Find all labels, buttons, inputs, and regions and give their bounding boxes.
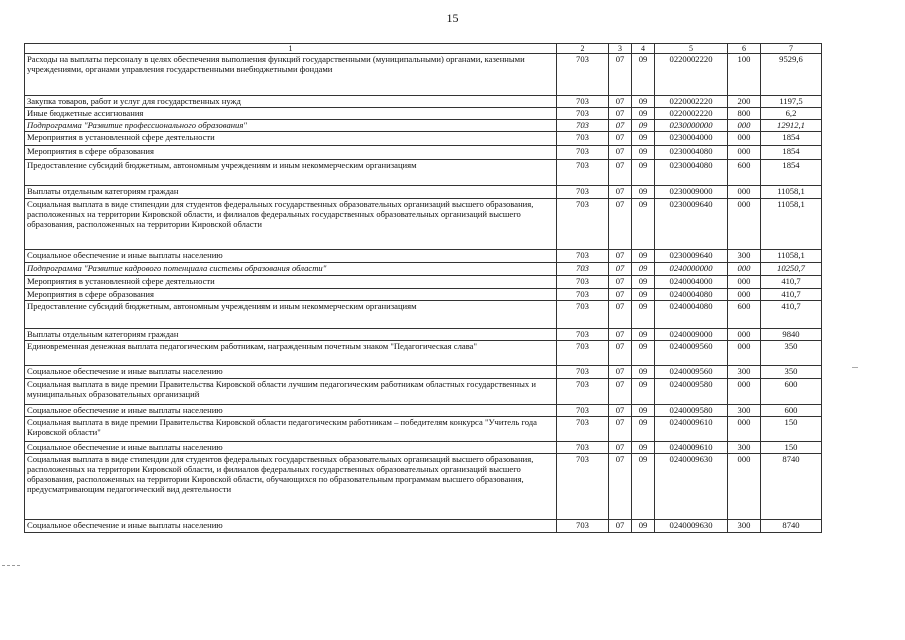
target-article-cell: 0220002220	[655, 96, 728, 108]
target-article-cell: 0240000000	[655, 263, 728, 276]
subsection-code-cell: 09	[632, 132, 655, 146]
ministry-code-cell: 703	[557, 96, 609, 108]
expense-type-cell: 200	[728, 96, 761, 108]
amount-cell: 600	[761, 379, 822, 405]
table-row	[25, 199, 822, 250]
expense-name-cell: Выплаты отдельным категориям граждан	[25, 329, 557, 341]
table-row	[25, 417, 822, 442]
ministry-code-cell: 703	[557, 146, 609, 160]
target-article-cell: 0240004000	[655, 276, 728, 289]
expense-name-cell: Социальное обеспечение и иные выплаты населению	[25, 405, 557, 417]
subsection-code-cell: 09	[632, 520, 655, 533]
header-cell-5: 5	[655, 44, 728, 54]
expense-name-cell: Социальное обеспечение и иные выплаты населению	[25, 250, 557, 263]
expense-name-cell: Расходы на выплаты персоналу в целях обеспечения выполнения функций государственными (муниципальными) органами, казенными учреждениями, органами управления государственными внебюджетными фондами	[25, 54, 557, 96]
expense-type-cell: 300	[728, 250, 761, 263]
section-code-cell: 07	[609, 417, 632, 442]
amount-cell: 9529,6	[761, 54, 822, 96]
target-article-cell: 0240009630	[655, 454, 728, 520]
ministry-code-cell: 703	[557, 454, 609, 520]
section-code-cell: 07	[609, 186, 632, 199]
ministry-code-cell: 703	[557, 54, 609, 96]
expense-name-cell: Иные бюджетные ассигнования	[25, 108, 557, 120]
amount-cell: 410,7	[761, 276, 822, 289]
page-number: 15	[446, 11, 459, 25]
amount-cell: 150	[761, 417, 822, 442]
amount-cell: 10250,7	[761, 263, 822, 276]
header-cell-6: 6	[728, 44, 761, 54]
expense-type-cell: 000	[728, 263, 761, 276]
target-article-cell: 0230000000	[655, 120, 728, 132]
ministry-code-cell: 703	[557, 199, 609, 250]
amount-cell: 8740	[761, 454, 822, 520]
ministry-code-cell: 703	[557, 405, 609, 417]
expense-name-cell: Мероприятия в установленной сфере деятельности	[25, 132, 557, 146]
target-article-cell: 0240009560	[655, 341, 728, 366]
expense-type-cell: 300	[728, 366, 761, 379]
header-cell-4: 4	[632, 44, 655, 54]
table-row	[25, 120, 822, 132]
subsection-code-cell: 09	[632, 442, 655, 454]
expense-name-cell: Выплаты отдельным категориям граждан	[25, 186, 557, 199]
subsection-code-cell: 09	[632, 366, 655, 379]
amount-cell: 9840	[761, 329, 822, 341]
target-article-cell: 0240009580	[655, 405, 728, 417]
expense-name-cell: Подпрограмма "Развитие профессионального образования"	[25, 120, 557, 132]
amount-cell: 150	[761, 442, 822, 454]
target-article-cell: 0230009640	[655, 250, 728, 263]
subsection-code-cell: 09	[632, 379, 655, 405]
amount-cell: 11058,1	[761, 199, 822, 250]
margin-mark-right	[852, 367, 858, 368]
subsection-code-cell: 09	[632, 120, 655, 132]
table-row	[25, 379, 822, 405]
section-code-cell: 07	[609, 379, 632, 405]
subsection-code-cell: 09	[632, 96, 655, 108]
subsection-code-cell: 09	[632, 250, 655, 263]
ministry-code-cell: 703	[557, 108, 609, 120]
subsection-code-cell: 09	[632, 199, 655, 250]
ministry-code-cell: 703	[557, 263, 609, 276]
target-article-cell: 0220002220	[655, 108, 728, 120]
section-code-cell: 07	[609, 276, 632, 289]
ministry-code-cell: 703	[557, 301, 609, 329]
subsection-code-cell: 09	[632, 160, 655, 186]
ministry-code-cell: 703	[557, 379, 609, 405]
expense-type-cell: 100	[728, 54, 761, 96]
expense-type-cell: 000	[728, 417, 761, 442]
amount-cell: 11058,1	[761, 186, 822, 199]
expense-name-cell: Мероприятия в сфере образования	[25, 146, 557, 160]
expense-name-cell: Социальное обеспечение и иные выплаты населению	[25, 520, 557, 533]
amount-cell: 410,7	[761, 301, 822, 329]
header-cell-2: 2	[557, 44, 609, 54]
table-row	[25, 329, 822, 341]
subsection-code-cell: 09	[632, 341, 655, 366]
expense-name-cell: Социальное обеспечение и иные выплаты населению	[25, 366, 557, 379]
amount-cell: 600	[761, 405, 822, 417]
expense-type-cell: 000	[728, 120, 761, 132]
target-article-cell: 0240009630	[655, 520, 728, 533]
ministry-code-cell: 703	[557, 366, 609, 379]
target-article-cell: 0220002220	[655, 54, 728, 96]
subsection-code-cell: 09	[632, 417, 655, 442]
expense-type-cell: 000	[728, 341, 761, 366]
section-code-cell: 07	[609, 250, 632, 263]
table-row	[25, 276, 822, 289]
table-row	[25, 520, 822, 533]
amount-cell: 12912,1	[761, 120, 822, 132]
subsection-code-cell: 09	[632, 108, 655, 120]
expense-name-cell: Подпрограмма "Развитие кадрового потенциала системы образования области"	[25, 263, 557, 276]
table-row	[25, 108, 822, 120]
table-row	[25, 146, 822, 160]
expense-type-cell: 000	[728, 454, 761, 520]
target-article-cell: 0240009580	[655, 379, 728, 405]
table-row	[25, 250, 822, 263]
table-row	[25, 301, 822, 329]
target-article-cell: 0240004080	[655, 289, 728, 301]
table-body	[25, 44, 822, 533]
table-row	[25, 289, 822, 301]
amount-cell: 350	[761, 341, 822, 366]
ministry-code-cell: 703	[557, 250, 609, 263]
ministry-code-cell: 703	[557, 132, 609, 146]
expense-type-cell: 000	[728, 379, 761, 405]
expense-type-cell: 300	[728, 520, 761, 533]
ministry-code-cell: 703	[557, 341, 609, 366]
section-code-cell: 07	[609, 405, 632, 417]
expense-type-cell: 000	[728, 146, 761, 160]
expense-name-cell: Социальная выплата в виде стипендии для студентов федеральных государственных образовательных организаций высшего образования, расположенных на территории Кировской области, и филиалов федеральных государственных образовательных организаций высшего образования, расположенных на территории Кировской области, обучающихся по образовательным программам высшего образования, предусматривающим педагогический вид деятельности	[25, 454, 557, 520]
expense-type-cell: 000	[728, 199, 761, 250]
ministry-code-cell: 703	[557, 120, 609, 132]
table-row	[25, 160, 822, 186]
expense-name-cell: Предоставление субсидий бюджетным, автономным учреждениям и иным некоммерческим организациям	[25, 301, 557, 329]
target-article-cell: 0230009000	[655, 186, 728, 199]
table-row	[25, 366, 822, 379]
ministry-code-cell: 703	[557, 276, 609, 289]
table-row	[25, 405, 822, 417]
target-article-cell: 0230004080	[655, 160, 728, 186]
header-cell-7: 7	[761, 44, 822, 54]
section-code-cell: 07	[609, 454, 632, 520]
expense-name-cell: Социальная выплата в виде премии Правительства Кировской области педагогическим работникам – победителям конкурса "Учитель года Кировской области"	[25, 417, 557, 442]
target-article-cell: 0230004000	[655, 132, 728, 146]
section-code-cell: 07	[609, 263, 632, 276]
amount-cell: 11058,1	[761, 250, 822, 263]
target-article-cell: 0230009640	[655, 199, 728, 250]
subsection-code-cell: 09	[632, 263, 655, 276]
expense-name-cell: Мероприятия в сфере образования	[25, 289, 557, 301]
section-code-cell: 07	[609, 108, 632, 120]
expense-type-cell: 800	[728, 108, 761, 120]
subsection-code-cell: 09	[632, 146, 655, 160]
subsection-code-cell: 09	[632, 454, 655, 520]
section-code-cell: 07	[609, 199, 632, 250]
target-article-cell: 0230004080	[655, 146, 728, 160]
expense-name-cell: Единовременная денежная выплата педагогическим работникам, награжденным почетным знаком "Педагогическая слава"	[25, 341, 557, 366]
expense-type-cell: 600	[728, 160, 761, 186]
subsection-code-cell: 09	[632, 329, 655, 341]
section-code-cell: 07	[609, 442, 632, 454]
table-row	[25, 132, 822, 146]
expense-name-cell: Закупка товаров, работ и услуг для государственных нужд	[25, 96, 557, 108]
section-code-cell: 07	[609, 146, 632, 160]
margin-mark-left	[2, 565, 20, 566]
section-code-cell: 07	[609, 341, 632, 366]
expense-type-cell: 000	[728, 186, 761, 199]
target-article-cell: 0240009610	[655, 442, 728, 454]
target-article-cell: 0240009560	[655, 366, 728, 379]
subsection-code-cell: 09	[632, 301, 655, 329]
header-cell-3: 3	[609, 44, 632, 54]
ministry-code-cell: 703	[557, 329, 609, 341]
target-article-cell: 0240004080	[655, 301, 728, 329]
table-row	[25, 263, 822, 276]
expense-name-cell: Мероприятия в установленной сфере деятельности	[25, 276, 557, 289]
section-code-cell: 07	[609, 160, 632, 186]
ministry-code-cell: 703	[557, 417, 609, 442]
amount-cell: 1854	[761, 146, 822, 160]
expense-type-cell: 000	[728, 132, 761, 146]
subsection-code-cell: 09	[632, 54, 655, 96]
expense-type-cell: 000	[728, 276, 761, 289]
section-code-cell: 07	[609, 520, 632, 533]
ministry-code-cell: 703	[557, 186, 609, 199]
section-code-cell: 07	[609, 329, 632, 341]
amount-cell: 350	[761, 366, 822, 379]
section-code-cell: 07	[609, 301, 632, 329]
expense-name-cell: Социальная выплата в виде премии Правительства Кировской области лучшим педагогическим работникам областных государственных и муниципальных образовательных организаций	[25, 379, 557, 405]
subsection-code-cell: 09	[632, 186, 655, 199]
expense-name-cell: Социальная выплата в виде стипендии для студентов федеральных государственных образовательных организаций высшего образования, расположенных на территории Кировской области, и филиалов федеральных государственных образовательных организаций высшего образования, расположенных на территории Кировской области	[25, 199, 557, 250]
section-code-cell: 07	[609, 132, 632, 146]
amount-cell: 1854	[761, 160, 822, 186]
subsection-code-cell: 09	[632, 405, 655, 417]
amount-cell: 410,7	[761, 289, 822, 301]
subsection-code-cell: 09	[632, 276, 655, 289]
amount-cell: 1197,5	[761, 96, 822, 108]
expense-type-cell: 000	[728, 329, 761, 341]
ministry-code-cell: 703	[557, 520, 609, 533]
amount-cell: 6,2	[761, 108, 822, 120]
expense-type-cell: 600	[728, 301, 761, 329]
expense-name-cell: Социальное обеспечение и иные выплаты населению	[25, 442, 557, 454]
section-code-cell: 07	[609, 96, 632, 108]
table-row	[25, 442, 822, 454]
expense-type-cell: 300	[728, 405, 761, 417]
ministry-code-cell: 703	[557, 160, 609, 186]
table-row	[25, 341, 822, 366]
table-row	[25, 454, 822, 520]
amount-cell: 1854	[761, 132, 822, 146]
header-cell-1: 1	[25, 44, 557, 54]
ministry-code-cell: 703	[557, 442, 609, 454]
section-code-cell: 07	[609, 366, 632, 379]
table-row	[25, 96, 822, 108]
table-row	[25, 186, 822, 199]
section-code-cell: 07	[609, 289, 632, 301]
section-code-cell: 07	[609, 120, 632, 132]
table-row	[25, 54, 822, 96]
expense-type-cell: 300	[728, 442, 761, 454]
budget-table	[24, 43, 822, 533]
section-code-cell: 07	[609, 54, 632, 96]
expense-name-cell: Предоставление субсидий бюджетным, автономным учреждениям и иным некоммерческим организациям	[25, 160, 557, 186]
ministry-code-cell: 703	[557, 289, 609, 301]
header-row	[25, 44, 822, 54]
subsection-code-cell: 09	[632, 289, 655, 301]
amount-cell: 8740	[761, 520, 822, 533]
target-article-cell: 0240009000	[655, 329, 728, 341]
expense-type-cell: 000	[728, 289, 761, 301]
target-article-cell: 0240009610	[655, 417, 728, 442]
